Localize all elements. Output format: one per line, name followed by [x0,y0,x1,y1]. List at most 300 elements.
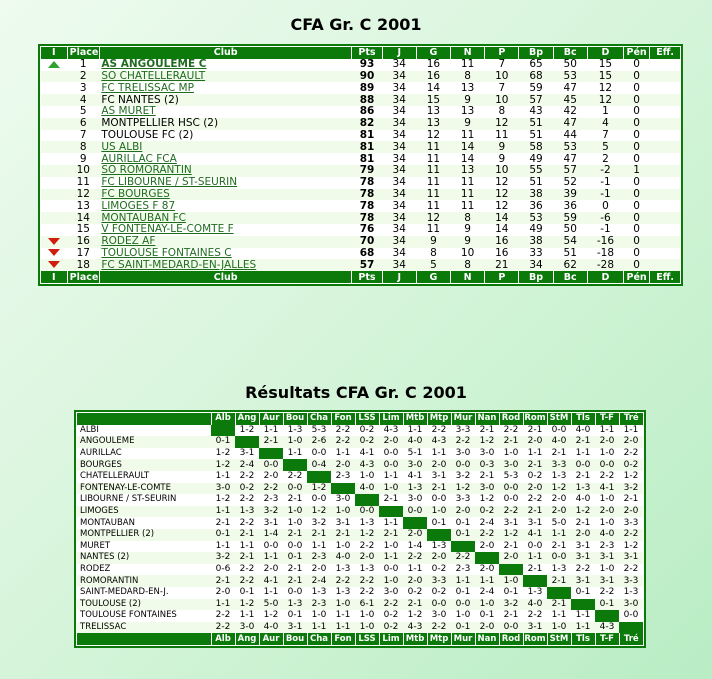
results-score: 2-0 [619,506,643,518]
standings-col-header[interactable]: Club [99,47,352,59]
results-score: 3-1 [527,517,543,528]
results-score: 5-3 [311,424,327,435]
results-score: 2-1 [551,448,567,459]
results-score: 2-1 [331,529,355,541]
results-score: 0-0 [431,494,447,505]
place-cell: 11 [76,176,90,189]
indicator-cell [41,224,67,236]
results-score: 0-4 [307,459,331,471]
results-score: 2-1 [283,529,307,541]
results-team-name: MONTAUBAN [80,517,135,528]
results-score: 1-0 [499,575,523,587]
results-score: 3-1 [575,540,591,551]
stat-pen: 0 [624,189,650,201]
results-score: 2-1 [571,436,595,448]
stat-d: 2 [602,153,609,165]
place-cell: 8 [67,141,99,153]
standings-col-header[interactable]: Pén [624,47,650,59]
results-score: 1-1 [527,448,543,459]
results-score: 2-2 [239,517,255,528]
results-score: 1-1 [211,599,235,611]
club-cell [99,106,352,118]
results-score: 3-3 [623,517,639,528]
results-score: 3-1 [595,552,619,564]
results-score: 1-1 [287,448,303,459]
stat-bp: 49 [529,153,543,165]
standings-col-header[interactable]: Bc [553,47,587,59]
results-score: 2-6 [307,436,331,448]
results-row [77,552,643,564]
results-score: 2-2 [359,587,375,598]
results-self-cell [523,575,547,587]
standings-col-header[interactable]: I [41,47,67,59]
club-link[interactable]: FC TRELISSAC MP [101,82,194,94]
stat-pen: 0 [633,105,640,118]
results-score: 1-1 [307,622,331,634]
results-score: 3-0 [335,494,351,505]
results-score: 2-1 [547,599,571,611]
results-row [77,529,643,541]
club-cell [99,200,352,212]
standings-col-header[interactable]: Bp [519,271,553,283]
results-score: 2-2 [475,529,499,541]
results-score: 3-0 [211,483,235,495]
results-score: 1-0 [475,599,499,611]
results-score: 1-0 [355,622,379,634]
results-score: 2-2 [359,540,375,551]
results-score: 3-3 [455,424,471,435]
place-cell: 16 [67,236,99,248]
standings-col-header[interactable]: Place [67,47,99,59]
stat-p: 10 [485,94,519,106]
club-cell [99,177,352,189]
club-link[interactable]: LIMOGES F 87 [101,200,176,212]
standings-row [41,82,680,94]
results-score: 1-0 [427,506,451,518]
stat-g: 11 [426,200,441,212]
results-score: 2-1 [427,483,451,495]
results-score: 2-1 [259,436,283,448]
standings-col-header[interactable]: P [485,271,519,283]
results-row [77,459,643,471]
stat-j: 34 [392,223,406,236]
indicator-cell [41,165,67,177]
stat-p: 10 [485,165,519,177]
results-score: 2-0 [263,564,279,575]
standings-header-row [41,47,680,59]
standings-footer-row [41,271,680,283]
results-score: 2-1 [283,575,307,587]
results-score: 0-2 [359,424,375,435]
results-score: 3-2 [311,517,327,528]
results-score: 0-0 [287,540,303,551]
results-score: 0-3 [475,459,499,471]
results-score: 2-1 [503,610,519,621]
results-score: 1-1 [575,610,591,621]
standings-col-header[interactable]: G [416,47,450,59]
club-link[interactable]: FC SAINT-MEDARD-EN-JALLES [101,259,257,271]
stat-g: 11 [426,176,441,189]
results-score: 2-0 [451,506,475,518]
results-score: 0-1 [455,587,471,598]
results-score: 1-2 [355,529,379,541]
standings-table [41,47,680,283]
stat-n: 10 [460,247,475,259]
results-score: 3-0 [455,448,471,459]
standings-col-header[interactable]: Pts [352,271,382,283]
indicator-cell [41,153,67,165]
results-score: 2-3 [335,471,351,482]
standings-col-header[interactable]: Eff. [650,271,680,283]
results-row [77,622,643,634]
results-team-name: MURET [80,540,111,551]
stat-bc: 53 [553,71,587,83]
stat-pts: 82 [352,118,382,130]
club-link[interactable]: SO ROMORANTIN [101,164,192,177]
results-score: 2-1 [235,529,259,541]
results-score: 0-1 [211,436,235,448]
results-score: 0-6 [215,564,231,575]
club-link[interactable]: AS ANGOULEME C [101,58,207,71]
stat-d: 15 [587,71,623,83]
results-score: 3-0 [619,599,643,611]
stat-bp: 58 [519,141,553,153]
results-row [77,436,643,448]
results-score: 3-0 [479,448,495,459]
standings-col-header[interactable]: J [382,271,416,283]
stat-j: 34 [392,153,406,165]
results-score: 0-0 [551,424,567,435]
results-score: 4-0 [331,552,355,564]
results-row [77,517,643,529]
results-score: 1-3 [359,517,375,528]
stat-p: 11 [495,129,509,141]
results-score: 0-1 [211,529,235,541]
standings-row [41,106,680,118]
results-score: 5-0 [551,517,567,528]
standings-col-header[interactable]: Bc [553,271,587,283]
standings-row [41,259,680,271]
results-score: 2-0 [523,483,547,495]
results-col-header: Rom [524,413,546,424]
results-score: 2-2 [331,575,355,587]
stat-eff [650,224,680,236]
standings-col-header[interactable]: I [41,271,67,283]
results-score: 1-1 [335,610,351,621]
results-score: 1-1 [407,424,423,435]
results-score: 4-0 [403,436,427,448]
results-col-header: Ang [235,633,259,645]
stat-n: 13 [460,105,475,118]
results-score: 2-1 [551,540,567,551]
results-score: 2-2 [403,552,427,564]
stat-p: 9 [485,141,519,153]
club-cell [99,259,352,271]
results-score: 4-0 [259,622,283,634]
results-self-cell [595,610,619,622]
results-score: 2-2 [527,610,543,621]
stat-d: -16 [587,236,623,248]
results-score: 5-3 [503,471,519,482]
club-link[interactable]: AURILLAC FCA [101,153,177,165]
results-col-header: Nan [475,633,499,645]
standings-table-container [38,44,683,286]
standings-col-header[interactable]: G [416,271,450,283]
results-col-header: Rod [499,413,523,425]
stat-pen: 0 [624,94,650,106]
results-col-header: Alb [211,633,235,645]
results-score: 1-1 [239,610,255,621]
stat-d: -28 [587,259,623,271]
stat-j: 34 [382,259,416,271]
stat-g: 11 [426,153,441,165]
results-score: 1-0 [599,564,615,575]
stat-p: 16 [485,236,519,248]
stat-j: 34 [382,71,416,83]
standings-col-header[interactable]: Place [67,271,99,283]
stat-pts: 78 [352,189,382,201]
stat-p: 7 [498,58,506,71]
results-score: 2-0 [427,459,451,471]
results-score: 1-1 [383,517,399,528]
stat-bc: 36 [563,200,577,212]
results-score: 2-0 [263,471,279,482]
results-score: 1-2 [235,599,259,611]
results-score: 1-1 [571,622,595,634]
results-col-header: Aur [259,413,283,425]
stat-eff [650,118,680,130]
results-score: 2-0 [479,540,495,551]
stat-eff [650,94,680,106]
results-score: 2-2 [427,622,451,634]
results-col-header: Tls [571,633,595,645]
standings-col-header[interactable]: Pts [352,47,382,59]
club-link[interactable]: TOULOUSE FONTAINES C [101,247,232,259]
standings-row [41,248,680,260]
club-link[interactable]: MONTAUBAN FC [101,212,186,224]
results-self-cell [235,436,259,448]
stat-pen: 0 [624,118,650,130]
stat-bp: 57 [519,94,553,106]
stat-g: 11 [416,189,450,201]
club-link[interactable]: V FONTENAY-LE-COMTE F [101,223,234,236]
stat-bp: 51 [529,176,543,189]
stat-j: 34 [382,165,416,177]
results-score: 2-3 [263,494,279,505]
standings-col-header[interactable]: N [451,47,485,59]
results-score: 1-2 [479,494,495,505]
stat-pen: 0 [624,236,650,248]
standings-col-header[interactable]: D [587,47,623,59]
stat-pts: 76 [359,223,375,236]
results-header-row [77,413,643,425]
stat-n: 13 [451,165,485,177]
results-self-cell [499,564,523,576]
standings-row [41,236,680,248]
results-score: 4-3 [383,424,399,435]
indicator-cell [41,94,67,106]
results-score: 1-0 [331,599,355,611]
stat-j: 34 [382,189,416,201]
results-score: 2-1 [403,599,427,611]
results-score: 3-1 [239,448,255,459]
stat-n: 8 [451,259,485,271]
stat-pen: 0 [633,82,640,94]
results-score: 0-0 [499,622,523,634]
stat-d: -18 [596,247,615,259]
stat-bp: 65 [529,58,543,71]
stat-g: 12 [426,129,441,141]
stat-j: 34 [382,236,416,248]
results-team-name: RODEZ [80,564,111,575]
place-cell: 17 [76,247,90,259]
place-cell: 10 [67,165,99,177]
place-cell: 14 [67,212,99,224]
results-score: 0-1 [595,599,619,611]
results-score: 1-0 [455,610,471,621]
indicator-cell [41,106,67,118]
results-score: 2-0 [311,564,327,575]
stat-eff [650,177,680,189]
club-link[interactable]: US ALBI [101,141,143,153]
place-cell: 6 [67,118,99,130]
stat-p: 14 [485,212,519,224]
results-score: 0-2 [619,459,643,471]
stat-pen: 0 [633,247,640,259]
results-row [77,494,643,506]
results-self-cell [403,517,427,529]
results-score: 3-3 [455,494,471,505]
results-score: 4-0 [575,494,591,505]
results-score: 1-3 [335,587,351,598]
stat-d: 1 [602,105,609,118]
standings-col-header[interactable]: Eff. [650,47,680,59]
stat-p: 10 [485,71,519,83]
stat-p: 12 [495,176,509,189]
results-self-cell [427,529,451,541]
results-col-header: Mur [451,413,475,425]
results-score: 2-0 [551,494,567,505]
results-score: 1-1 [331,622,355,634]
stat-p: 14 [495,223,509,236]
stat-j: 34 [382,94,416,106]
results-score: 3-2 [211,552,235,564]
results-score: 2-0 [571,529,595,541]
results-score: 5-0 [259,599,283,611]
stat-eff [650,189,680,201]
results-score: 4-1 [259,575,283,587]
club-link[interactable]: AS MURET [101,105,156,118]
results-score: 2-2 [623,448,639,459]
standings-col-header[interactable]: Bp [519,47,553,59]
club-cell [99,71,352,83]
results-score: 2-1 [287,494,303,505]
club-link[interactable]: FC BOURGES [101,188,170,200]
place-cell: 13 [76,200,90,212]
results-score: 3-2 [619,483,643,495]
results-score: 1-1 [523,552,547,564]
results-score: 4-3 [595,622,619,634]
results-score: 3-2 [455,471,471,482]
standings-col-header[interactable]: D [587,271,623,283]
stat-g: 16 [426,58,441,71]
results-score: 0-1 [575,587,591,598]
standings-col-header[interactable]: Pén [624,271,650,283]
club-link[interactable]: FC LIBOURNE / ST-SEURIN [101,176,238,189]
results-score: 4-3 [403,622,427,634]
club-link[interactable]: SO CHATELLERAULT [101,70,206,82]
standings-col-header[interactable]: Club [99,271,352,283]
stat-pen: 0 [624,71,650,83]
results-score: 0-1 [451,622,475,634]
club-cell [99,236,352,248]
results-score: 2-0 [595,506,619,518]
results-col-header: Rod [499,633,523,645]
club-cell [99,59,352,71]
stat-n: 8 [451,71,485,83]
standings-col-header[interactable]: J [382,47,416,59]
results-body [77,425,643,634]
stat-eff [650,248,680,260]
club-cell [99,189,352,201]
results-self-cell [283,459,307,471]
results-score: 1-1 [259,552,283,564]
stat-eff [650,153,680,165]
results-team-name: LIBOURNE / ST-SEURIN [80,494,177,505]
results-score: 1-3 [623,587,639,598]
stat-d: -1 [587,189,623,201]
stat-g: 13 [426,105,441,118]
results-score: 2-2 [239,564,255,575]
stat-g: 8 [430,247,437,259]
results-score: 0-2 [527,471,543,482]
results-row [77,483,643,495]
results-col-header: Nan [475,413,499,425]
standings-row [41,200,680,212]
stat-n: 14 [460,153,475,165]
standings-col-header[interactable]: N [451,271,485,283]
place-cell: 7 [79,129,87,141]
place-cell: 1 [79,58,87,71]
results-score: 2-0 [427,552,451,564]
results-score: 1-1 [383,471,399,482]
results-col-header: Cha [307,413,331,425]
results-score: 1-1 [547,529,571,541]
results-score: 3-3 [427,575,451,587]
results-score: 2-3 [307,599,331,611]
results-score: 3-1 [335,517,351,528]
results-score: 1-3 [335,564,351,575]
stat-n: 11 [451,189,485,201]
results-score: 0-2 [475,506,499,518]
results-score: 3-1 [283,622,307,634]
club-cell [99,165,352,177]
results-score: 1-3 [551,471,567,482]
place-cell: 4 [67,94,99,106]
results-col-header: Fon [331,633,355,645]
results-score: 0-0 [403,506,427,518]
standings-col-header[interactable]: P [485,47,519,59]
results-row [77,564,643,576]
stat-eff [650,165,680,177]
results-score: 4-0 [355,483,379,495]
stat-d: 7 [602,129,609,141]
club-link[interactable]: RODEZ AF [101,235,156,248]
club-name: MONTPELLIER HSC (2) [101,117,219,130]
results-score: 2-0 [379,436,403,448]
results-score: 2-1 [503,540,519,551]
results-score: 3-1 [263,517,279,528]
